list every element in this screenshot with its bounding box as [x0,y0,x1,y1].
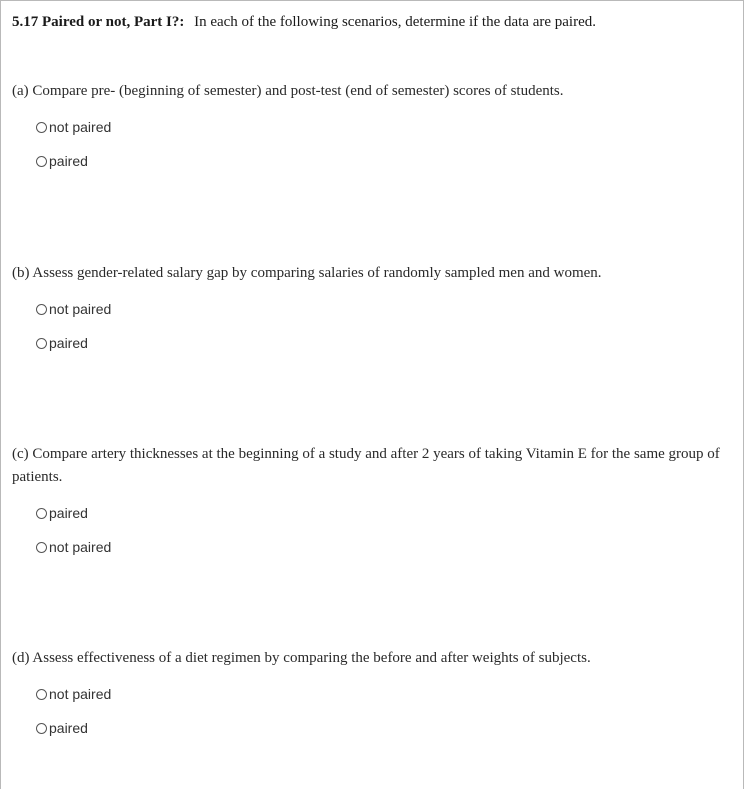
problem-instructions: In each of the following scenarios, determine if the data are paired. [194,14,597,30]
question-c-option-paired[interactable] [36,503,720,523]
radio-button-icon[interactable] [36,689,47,700]
radio-button-icon[interactable] [36,542,47,553]
question-b-choices [36,299,720,353]
question-a [12,80,720,185]
radio-button-icon[interactable] [36,156,47,167]
question-b-option-not-paired[interactable] [36,299,720,319]
question-c-option-not-paired[interactable] [36,537,720,557]
question-c-prompt: (c) Compare artery thicknesses at the beginning of a study and after 2 years of taking Vitamin E for the same group of patients. [12,446,720,485]
question-d-option-not-paired[interactable] [36,684,720,704]
question-a-option-paired[interactable] [36,151,720,171]
problem-header [12,12,596,32]
question-d-choices [36,684,720,738]
option-label[interactable]: paired [49,335,88,351]
problem-title: 5.17 Paired or not, Part I?: [12,14,185,30]
option-label[interactable]: not paired [49,119,112,135]
option-label[interactable]: not paired [49,539,112,555]
question-c [12,443,720,571]
question-c-choices [36,503,720,557]
question-d [12,647,720,752]
option-label[interactable]: not paired [49,301,112,317]
radio-button-icon[interactable] [36,338,47,349]
question-a-option-not-paired[interactable] [36,117,720,137]
option-label[interactable]: not paired [49,686,112,702]
question-b-prompt: (b) Assess gender-related salary gap by comparing salaries of randomly sampled men and women. [12,265,602,281]
radio-button-icon[interactable] [36,304,47,315]
radio-button-icon[interactable] [36,723,47,734]
question-d-prompt: (d) Assess effectiveness of a diet regimen by comparing the before and after weights of subjects. [12,650,591,666]
option-label[interactable]: paired [49,505,88,521]
question-b [12,262,720,367]
question-d-option-paired[interactable] [36,718,720,738]
radio-button-icon[interactable] [36,122,47,133]
question-b-option-paired[interactable] [36,333,720,353]
question-a-prompt: (a) Compare pre- (beginning of semester) and post-test (end of semester) scores of students. [12,83,564,99]
radio-button-icon[interactable] [36,508,47,519]
option-label[interactable]: paired [49,153,88,169]
option-label[interactable]: paired [49,720,88,736]
question-a-choices [36,117,720,171]
